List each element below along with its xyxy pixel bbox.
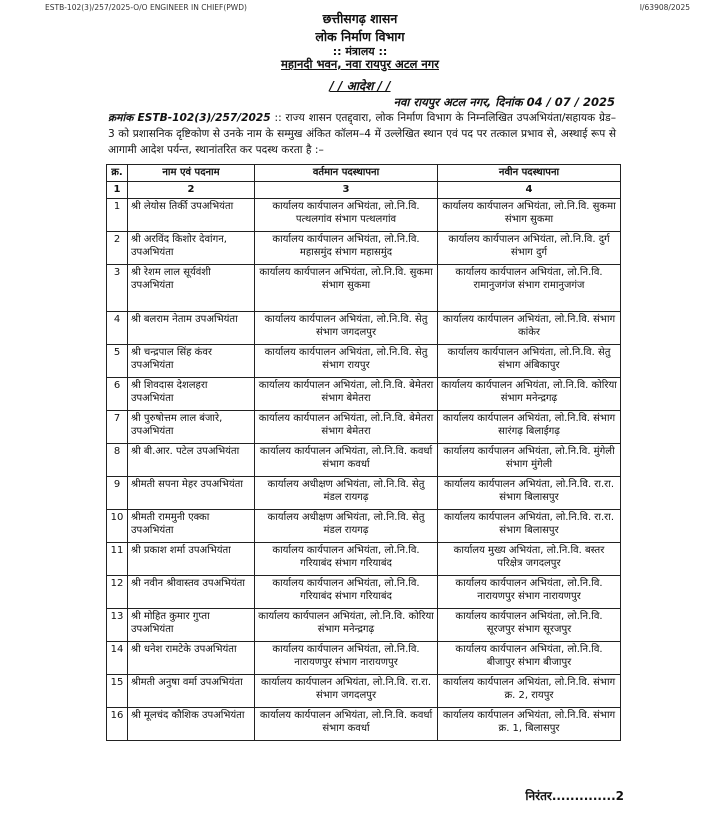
continued-marker: निरंतर..............2 xyxy=(525,789,624,803)
table-row xyxy=(107,608,621,641)
table-row xyxy=(107,443,621,476)
serial-cell: 10 xyxy=(107,509,128,542)
order-date: नवा रायपुर अटल नगर, दिनांक 04 / 07 / 2025 xyxy=(393,95,615,109)
current-posting-cell: कार्यालय कार्यपालन अभियंता, लो.नि.वि. कवर्धा संभाग कवर्धा xyxy=(255,443,438,476)
new-posting-cell: कार्यालय कार्यपालन अभियंता, लो.नि.वि. रा.रा. संभाग बिलासपुर xyxy=(438,476,621,509)
serial-cell: 3 xyxy=(107,264,128,311)
new-posting-cell: कार्यालय कार्यपालन अभियंता, लो.नि.वि. संभाग कांकेर xyxy=(438,311,621,344)
table-row xyxy=(107,674,621,707)
order-reference: क्रमांक ESTB-102(3)/257/2025 xyxy=(108,112,271,124)
serial-cell: 11 xyxy=(107,542,128,575)
name-cell: श्री बी.आर. पटेल उपअभियंता xyxy=(128,443,255,476)
name-cell: श्री पुरुषोत्तम लाल बंजारे, उपअभियंता xyxy=(128,410,255,443)
column-number: 4 xyxy=(438,182,621,199)
current-posting-cell: कार्यालय कार्यपालन अभियंता, लो.नि.वि. सेतु संभाग रायपुर xyxy=(255,344,438,377)
current-posting-cell: कार्यालय कार्यपालन अभियंता, लो.नि.वि. सुकमा संभाग सुकमा xyxy=(255,264,438,311)
serial-cell: 16 xyxy=(107,707,128,740)
header-serial: क्र. xyxy=(107,165,128,182)
table-row xyxy=(107,311,621,344)
current-posting-cell: कार्यालय अधीक्षण अभियंता, लो.नि.वि. सेतु मंडल रायगढ़ xyxy=(255,509,438,542)
table-row xyxy=(107,575,621,608)
serial-cell: 13 xyxy=(107,608,128,641)
serial-cell: 1 xyxy=(107,198,128,231)
current-posting-cell: कार्यालय कार्यपालन अभियंता, लो.नि.वि. कोरिया संभाग मनेन्द्रगढ़ xyxy=(255,608,438,641)
transfer-table xyxy=(106,164,621,741)
current-posting-cell: कार्यालय कार्यपालन अभियंता, लो.नि.वि. नारायणपुर संभाग नारायणपुर xyxy=(255,641,438,674)
table-row xyxy=(107,264,621,311)
table-row xyxy=(107,231,621,264)
document-number: I/63908/2025 xyxy=(639,3,690,12)
name-cell: श्री धनेश रामटेके उपअभियंता xyxy=(128,641,255,674)
serial-cell: 14 xyxy=(107,641,128,674)
column-number: 1 xyxy=(107,182,128,199)
new-posting-cell: कार्यालय कार्यपालन अभियंता, लो.नि.वि. कोरिया संभाग मनेन्द्रगढ़ xyxy=(438,377,621,410)
new-posting-cell: कार्यालय कार्यपालन अभियंता, लो.नि.वि. सूरजपुर संभाग सूरजपुर xyxy=(438,608,621,641)
name-cell: श्री नवीन श्रीवास्तव उपअभियंता xyxy=(128,575,255,608)
ministry-heading: :: मंत्रालय :: xyxy=(332,45,388,58)
name-cell: श्री लेयोस तिर्की उपअभियंता xyxy=(128,198,255,231)
name-cell: श्रीमती अनुषा वर्मा उपअभियंता xyxy=(128,674,255,707)
name-cell: श्री शिवदास देशलहरा उपअभियंता xyxy=(128,377,255,410)
new-posting-cell: कार्यालय कार्यपालन अभियंता, लो.नि.वि. बीजापुर संभाग बीजापुर xyxy=(438,641,621,674)
address-heading: महानदी भवन, नवा रायपुर अटल नगर xyxy=(281,57,439,71)
table-row xyxy=(107,410,621,443)
new-posting-cell: कार्यालय कार्यपालन अभियंता, लो.नि.वि. दुर्ग संभाग दुर्ग xyxy=(438,231,621,264)
serial-cell: 6 xyxy=(107,377,128,410)
header-current-posting: वर्तमान पदस्थापना xyxy=(255,165,438,182)
current-posting-cell: कार्यालय कार्यपालन अभियंता, लो.नि.वि. रा.रा. संभाग जगदलपुर xyxy=(255,674,438,707)
table-row xyxy=(107,198,621,231)
new-posting-cell: कार्यालय मुख्य अभियंता, लो.नि.वि. बस्तर परिक्षेत्र जगदलपुर xyxy=(438,542,621,575)
current-posting-cell: कार्यालय कार्यपालन अभियंता, लो.नि.वि. बेमेतरा संभाग बेमेतरा xyxy=(255,377,438,410)
column-number: 2 xyxy=(128,182,255,199)
table-row xyxy=(107,707,621,740)
serial-cell: 2 xyxy=(107,231,128,264)
table-row xyxy=(107,542,621,575)
name-cell: श्री मूलचंद कौशिक उपअभियंता xyxy=(128,707,255,740)
new-posting-cell: कार्यालय कार्यपालन अभियंता, लो.नि.वि. रा.रा. संभाग बिलासपुर xyxy=(438,509,621,542)
file-reference: ESTB-102(3)/257/2025-O/O ENGINEER IN CHIEF(PWD) xyxy=(45,3,247,12)
header-new-posting: नवीन पदस्थापना xyxy=(438,165,621,182)
current-posting-cell: कार्यालय कार्यपालन अभियंता, लो.नि.वि. पत्थलगांव संभाग पत्थलगांव xyxy=(255,198,438,231)
current-posting-cell: कार्यालय कार्यपालन अभियंता, लो.नि.वि. गरियाबंद संभाग गरियाबंद xyxy=(255,542,438,575)
current-posting-cell: कार्यालय कार्यपालन अभियंता, लो.नि.वि. गरियाबंद संभाग गरियाबंद xyxy=(255,575,438,608)
serial-cell: 12 xyxy=(107,575,128,608)
table-header-row xyxy=(107,165,621,182)
serial-cell: 4 xyxy=(107,311,128,344)
table-row xyxy=(107,344,621,377)
serial-cell: 9 xyxy=(107,476,128,509)
table-row xyxy=(107,509,621,542)
column-number: 3 xyxy=(255,182,438,199)
order-heading: / / आदेश / / xyxy=(329,79,391,93)
new-posting-cell: कार्यालय कार्यपालन अभियंता, लो.नि.वि. सुकमा संभाग सुकमा xyxy=(438,198,621,231)
current-posting-cell: कार्यालय कार्यपालन अभियंता, लो.नि.वि. बेमेतरा संभाग बेमेतरा xyxy=(255,410,438,443)
new-posting-cell: कार्यालय कार्यपालन अभियंता, लो.नि.वि. मुंगेली संभाग मुंगेली xyxy=(438,443,621,476)
name-cell: श्री बलराम नेताम उपअभियंता xyxy=(128,311,255,344)
serial-cell: 7 xyxy=(107,410,128,443)
name-cell: श्री अरविंद किशोर देवांगन, उपअभियंता xyxy=(128,231,255,264)
table-row xyxy=(107,377,621,410)
name-cell: श्रीमती राममुनी एक्का उपअभियंता xyxy=(128,509,255,542)
table-row xyxy=(107,641,621,674)
name-cell: श्री चन्द्रपाल सिंह कंवर उपअभियंता xyxy=(128,344,255,377)
column-number-row xyxy=(107,182,621,199)
table-row xyxy=(107,476,621,509)
name-cell: श्रीमती सपना मेहर उपअभियंता xyxy=(128,476,255,509)
current-posting-cell: कार्यालय कार्यपालन अभियंता, लो.नि.वि. महासमुंद संभाग महासमुंद xyxy=(255,231,438,264)
name-cell: श्री प्रकाश शर्मा उपअभियंता xyxy=(128,542,255,575)
new-posting-cell: कार्यालय कार्यपालन अभियंता, लो.नि.वि. नारायणपुर संभाग नारायणपुर xyxy=(438,575,621,608)
header-name: नाम एवं पदनाम xyxy=(128,165,255,182)
new-posting-cell: कार्यालय कार्यपालन अभियंता, लो.नि.वि. सेतु संभाग अंबिकापुर xyxy=(438,344,621,377)
new-posting-cell: कार्यालय कार्यपालन अभियंता, लो.नि.वि. संभाग क्र. 1, बिलासपुर xyxy=(438,707,621,740)
order-text: :: राज्य शासन एतद्द्वारा, लोक निर्माण विभाग के निम्नलिखित उपअभियंता/सहायक ग्रेड–3 को प्रशासनिक दृष्टिकोण से उनके नाम के सम्मुख अंकित कॉलम–4 में उल्लेखित स्थान एवं पद पर तत्काल प्रभाव से, अस्थाई रूप से आगामी आदेश पर्यन्त, स्थानांतरित कर पदस्थ करता है :– xyxy=(108,112,616,156)
new-posting-cell: कार्यालय कार्यपालन अभियंता, लो.नि.वि. रामानुजगंज संभाग रामानुजगंज xyxy=(438,264,621,311)
order-paragraph xyxy=(108,110,616,158)
current-posting-cell: कार्यालय अधीक्षण अभियंता, लो.नि.वि. सेतु मंडल रायगढ़ xyxy=(255,476,438,509)
serial-cell: 8 xyxy=(107,443,128,476)
current-posting-cell: कार्यालय कार्यपालन अभियंता, लो.नि.वि. कवर्धा संभाग कवर्धा xyxy=(255,707,438,740)
new-posting-cell: कार्यालय कार्यपालन अभियंता, लो.नि.वि. संभाग क्र. 2, रायपुर xyxy=(438,674,621,707)
serial-cell: 15 xyxy=(107,674,128,707)
name-cell: श्री मोहित कुमार गुप्ता उपअभियंता xyxy=(128,608,255,641)
department-heading: लोक निर्माण विभाग xyxy=(315,29,405,44)
current-posting-cell: कार्यालय कार्यपालन अभियंता, लो.नि.वि. सेतु संभाग जगदलपुर xyxy=(255,311,438,344)
govt-heading: छत्तीसगढ़ शासन xyxy=(322,11,398,26)
serial-cell: 5 xyxy=(107,344,128,377)
name-cell: श्री रेशम लाल सूर्यवंशी उपअभियंता xyxy=(128,264,255,311)
new-posting-cell: कार्यालय कार्यपालन अभियंता, लो.नि.वि. संभाग सारंगढ़ बिलाईगढ़ xyxy=(438,410,621,443)
